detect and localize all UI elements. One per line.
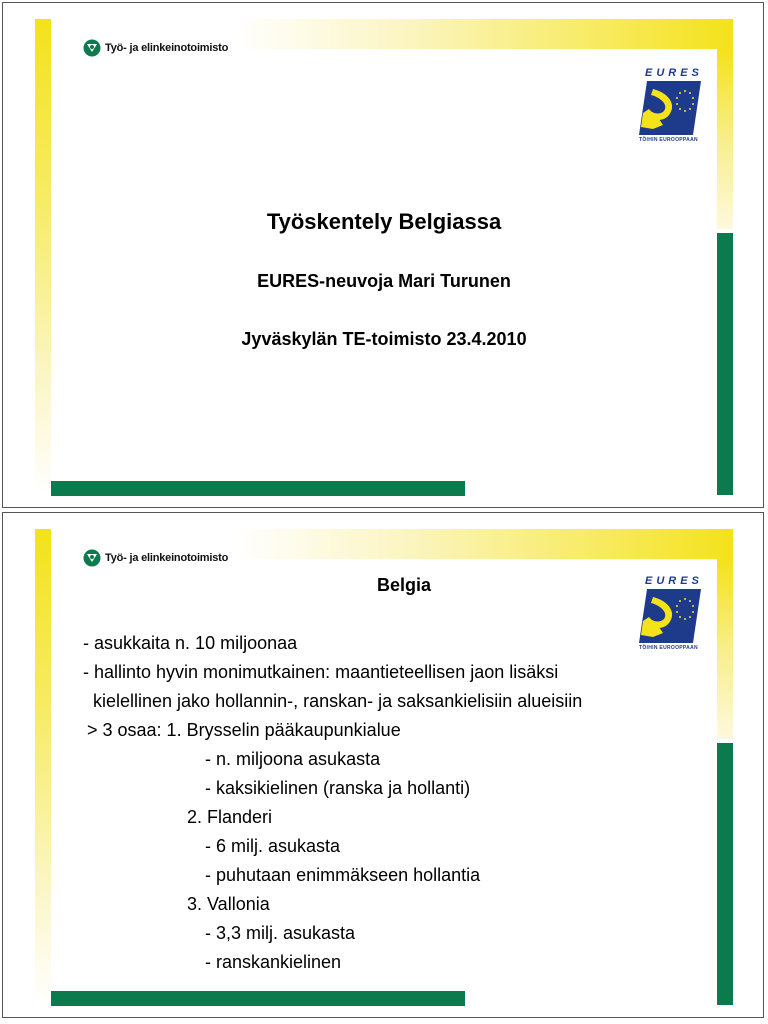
logo-text: Työ- ja elinkeinotoimisto — [105, 42, 229, 54]
location-date-line: Jyväskylän TE-toimisto 23.4.2010 — [241, 329, 527, 349]
bullet-line: - kaksikielinen (ranska ja hollanti) — [205, 778, 471, 798]
green-bottom-bar — [51, 991, 465, 1006]
bullet-line: kielellinen jako hollannin-, ranskan- ja saksankielisiin alueisiin — [93, 691, 583, 711]
green-bottom-bar — [51, 481, 465, 496]
presenter-line: EURES-neuvoja Mari Turunen — [257, 271, 511, 291]
eures-wordmark: EURES — [645, 575, 703, 587]
eures-tagline: TÖIHIN EUROOPPAAN — [639, 137, 698, 143]
slide-1 — [2, 2, 764, 508]
bullet-line: - ranskankielinen — [205, 952, 342, 972]
yellow-right-bar — [717, 49, 733, 229]
bullet-line: 2. Flanderi — [187, 807, 273, 827]
bullet-line: > 3 osaa: 1. Brysselin pääkaupunkialue — [87, 720, 401, 740]
slide-title: Belgia — [376, 575, 432, 595]
logo-text: Työ- ja elinkeinotoimisto — [105, 552, 229, 564]
bullet-line: 3. Vallonia — [187, 894, 270, 914]
bullet-line: - n. miljoona asukasta — [205, 749, 381, 769]
te-logo-icon — [83, 549, 101, 567]
bullet-line: - 3,3 milj. asukasta — [205, 923, 356, 943]
yellow-top-bar — [235, 529, 733, 559]
yellow-side-bar — [35, 529, 51, 1005]
te-office-logo — [83, 549, 228, 567]
green-right-bar — [717, 743, 733, 1005]
slide-2 — [2, 512, 764, 1018]
eures-emblem-icon — [639, 79, 701, 137]
bullet-line: - 6 milj. asukasta — [205, 836, 341, 856]
yellow-side-bar — [35, 19, 51, 495]
bullet-line: - asukkaita n. 10 miljoonaa — [83, 633, 298, 653]
te-office-logo — [83, 39, 228, 57]
bullet-line: - hallinto hyvin monimutkainen: maantieteellisen jaon lisäksi — [83, 662, 559, 682]
bullet-line: - puhutaan enimmäkseen hollantia — [205, 865, 481, 885]
slide-title: Työskentely Belgiassa — [266, 209, 502, 234]
eures-tagline: TÖIHIN EUROOPPAAN — [639, 645, 698, 651]
eures-wordmark: EURES — [645, 67, 703, 79]
eures-logo — [635, 67, 707, 149]
te-logo-icon — [83, 39, 101, 57]
yellow-top-bar — [235, 19, 733, 49]
